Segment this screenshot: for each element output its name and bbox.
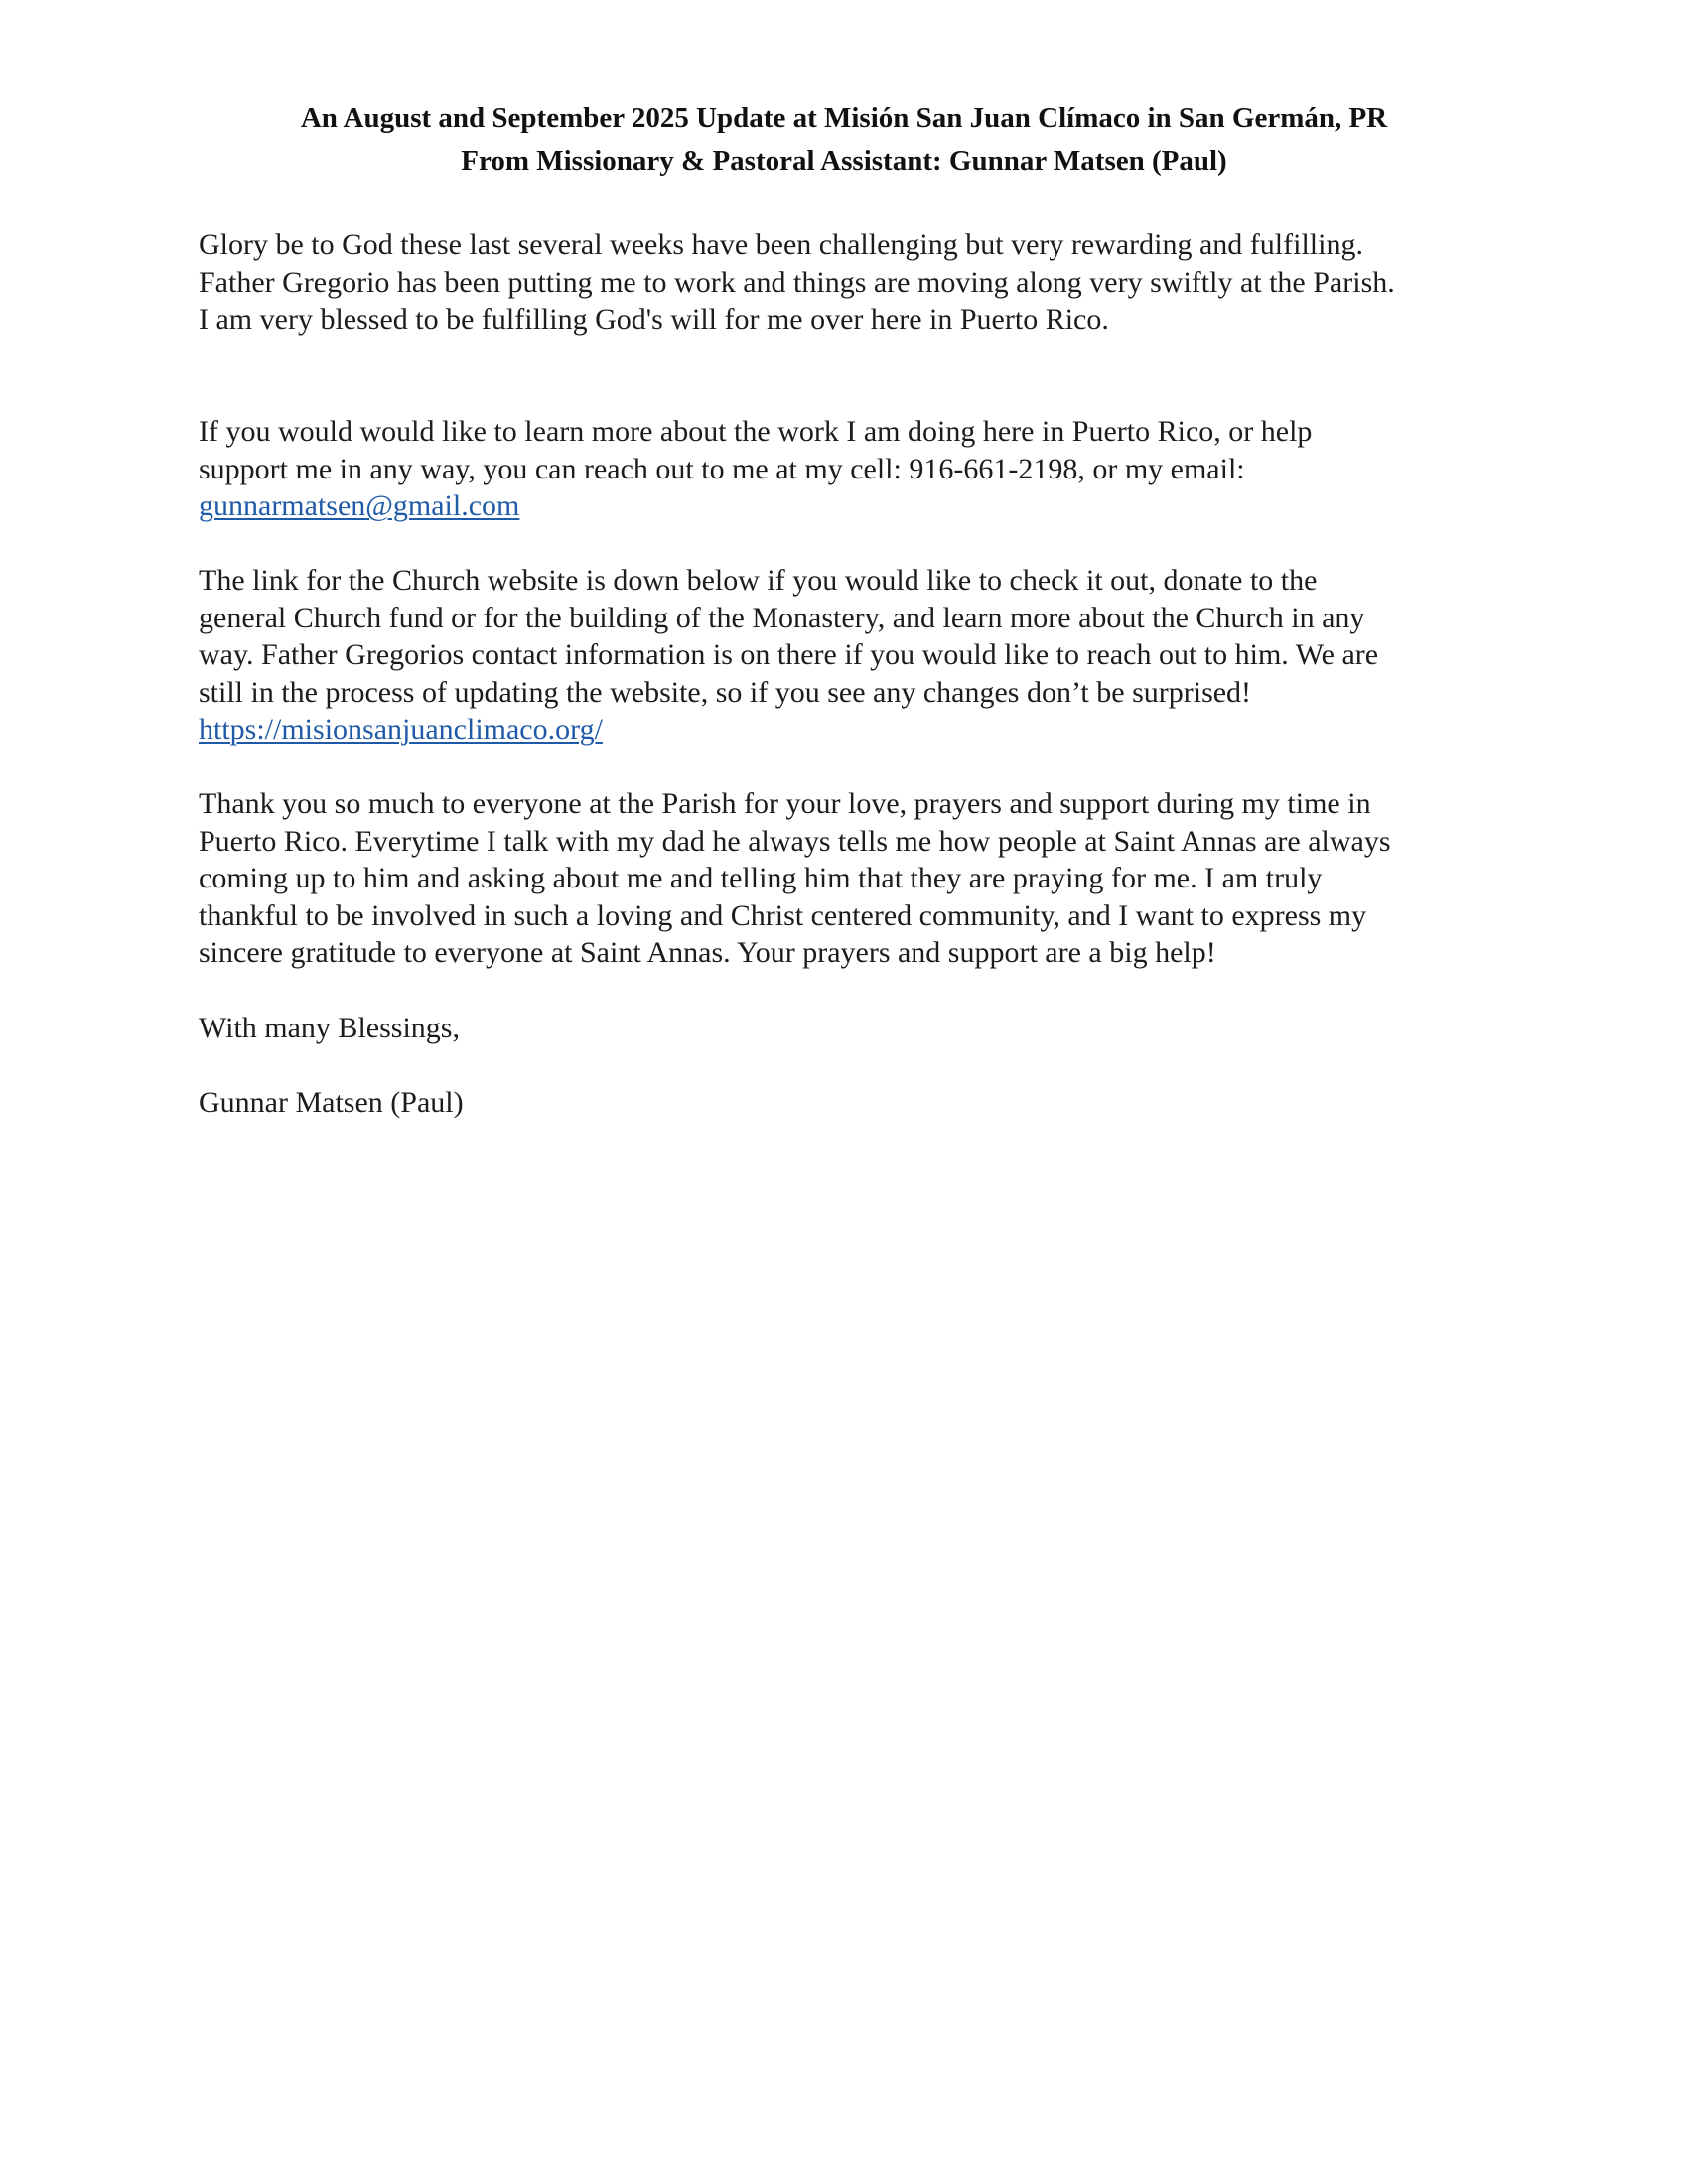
email-line [199, 487, 1499, 525]
thanks-paragraph [199, 785, 1499, 972]
text-line: Father Gregorio has been putting me to work and things are moving along very swiftly at the Parish. [199, 265, 1395, 299]
text-line: coming up to him and asking about me and telling him that they are praying for me. I am truly [199, 862, 1323, 894]
text-line: The link for the Church website is down below if you would like to check it out, donate to the [199, 564, 1318, 597]
text-line: I am very blessed to be fulfilling God's will for me over here in Puerto Rico. [199, 303, 1109, 336]
document-subtitle: From Missionary & Pastoral Assistant: Gunnar Matsen (Paul) [461, 145, 1227, 177]
text-line: Thank you so much to everyone at the Parish for your love, prayers and support during my time in [199, 787, 1371, 820]
website-link[interactable]: https://misionsanjuanclimaco.org/ [199, 713, 603, 746]
closing-line: With many Blessings, [199, 1012, 460, 1044]
contact-paragraph [199, 413, 1499, 525]
text-line: sincere gratitude to everyone at Saint Annas. Your prayers and support are a big help! [199, 936, 1216, 969]
document-title: An August and September 2025 Update at Misión San Juan Clímaco in San Germán, PR [300, 102, 1388, 134]
text-line: way. Father Gregorios contact information is on there if you would like to reach out to him. We are [199, 638, 1379, 671]
intro-paragraph [199, 226, 1499, 339]
website-line [199, 711, 1499, 749]
signature: Gunnar Matsen (Paul) [199, 1086, 464, 1119]
text-line: Puerto Rico. Everytime I talk with my dad he always tells me how people at Saint Annas are always [199, 824, 1391, 858]
text-line: thankful to be involved in such a loving and Christ centered community, and I want to express my [199, 898, 1367, 932]
text-line: Glory be to God these last several weeks have been challenging but very rewarding and fulfilling. [199, 228, 1363, 261]
text-line: support me in any way, you can reach out to me at my cell: 916-661-2198, or my email: [199, 452, 1245, 485]
text-line: still in the process of updating the website, so if you see any changes don’t be surprised! [199, 675, 1252, 709]
text-line: general Church fund or for the building of the Monastery, and learn more about the Church in any [199, 601, 1365, 634]
website-paragraph [199, 562, 1499, 749]
text-line: If you would would like to learn more about the work I am doing here in Puerto Rico, or help [199, 415, 1313, 448]
email-link[interactable]: gunnarmatsen@gmail.com [199, 489, 520, 522]
